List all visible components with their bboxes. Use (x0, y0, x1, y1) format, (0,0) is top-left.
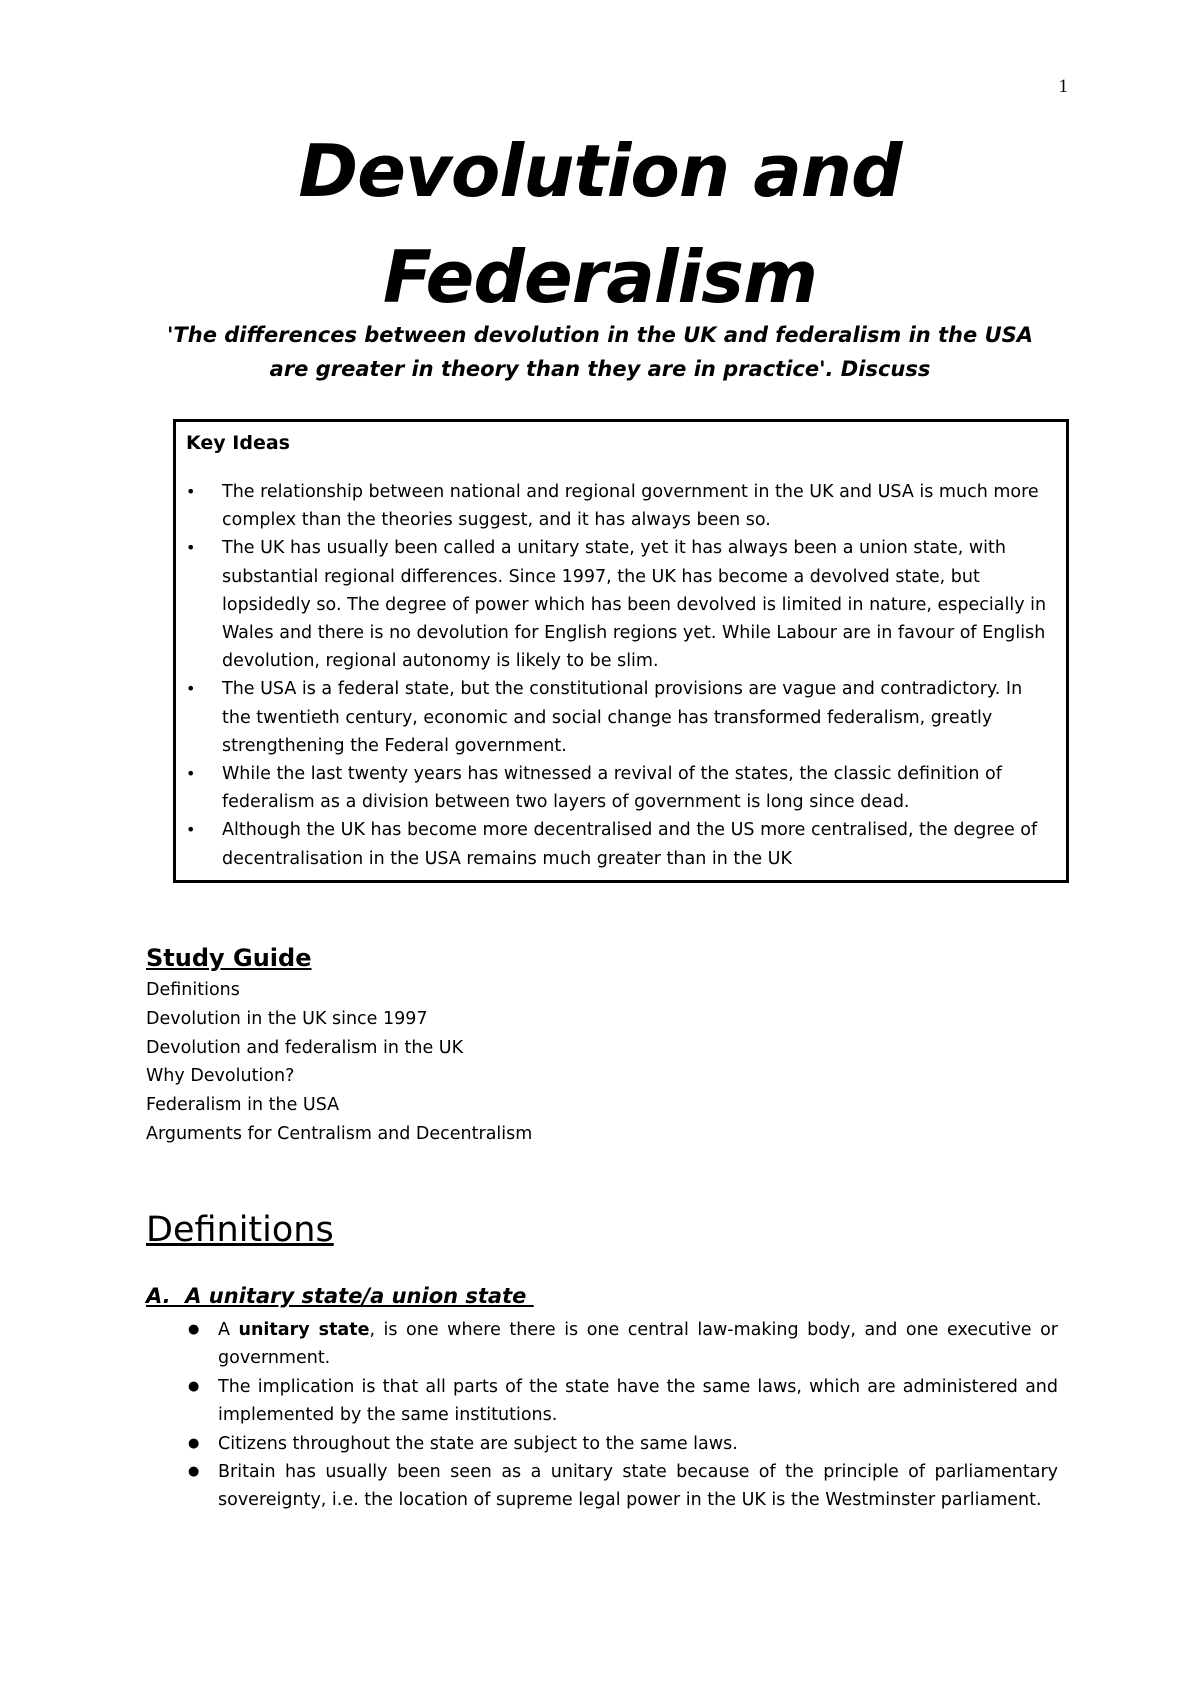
title-line-2: Federalism (382, 235, 818, 319)
term-unitary-state: unitary state (238, 1320, 370, 1340)
key-idea-item: • The UK has usually been called a unitary state, yet it has always been a union state, with substantial regional differences. Since 1997, the UK has become a devolved state, but lopsidedly so. The degree of power which has been devolved is limited in nature, especially in Wales and there is no devolution for English regions yet. While Labour are in favour of English devolution, regional autonomy is likely to be slim. (186, 534, 1054, 675)
key-idea-item: • While the last twenty years has witnessed a revival of the states, the classic definition of federalism as a division between two layers of government is long since dead. (186, 760, 1054, 816)
study-guide-item: Devolution in the UK since 1997 (146, 1008, 428, 1029)
page-number: 1 (1058, 76, 1068, 97)
unitary-state-list (186, 1316, 1058, 1515)
title-line-1: Devolution and (298, 129, 902, 213)
definitions-heading: Definitions (146, 1210, 334, 1250)
definition-item: ● Britain has usually been seen as a unitary state because of the principle of parliamentary sovereignty, i.e. the location of supreme legal power in the UK is the Westminster parliament. (186, 1458, 1058, 1515)
key-ideas-heading: Key Ideas (186, 432, 290, 454)
item-prefix: A (218, 1320, 239, 1340)
study-guide-item: Definitions (146, 980, 240, 1000)
study-guide-item: Arguments for Centralism and Decentralism (146, 1123, 533, 1144)
study-guide-heading: Study Guide (146, 944, 312, 972)
study-guide-item: Federalism in the USA (146, 1095, 340, 1116)
key-idea-item: • The USA is a federal state, but the constitutional provisions are vague and contradictory. In the twentieth century, economic and social change has transformed federalism, greatly strengthening the Federal government. (186, 675, 1054, 760)
page-title (0, 118, 1200, 330)
item-text: , is one where there is one central law-making body, and one executive or government. (218, 1320, 1058, 1369)
section-a-heading: A. A unitary state/a union state (146, 1284, 534, 1308)
essay-question (130, 318, 1070, 386)
study-guide-list (146, 976, 532, 1149)
essay-question-line-2: are greater in theory than they are in practice'. Discuss (269, 357, 931, 381)
key-idea-item: • Although the UK has become more decentralised and the US more centralised, the degree of decentralisation in the USA remains much greater than in the UK (186, 816, 1054, 872)
key-ideas-box (173, 419, 1069, 883)
definition-item (186, 1316, 1058, 1373)
essay-question-line-1: 'The differences between devolution in the UK and federalism in the USA (167, 323, 1033, 347)
definition-item: ● The implication is that all parts of the state have the same laws, which are administered and implemented by the same institutions. (186, 1373, 1058, 1430)
study-guide-item: Why Devolution? (146, 1066, 295, 1087)
definition-item: ● Citizens throughout the state are subject to the same laws. (186, 1430, 1058, 1458)
key-ideas-list (186, 478, 1054, 873)
key-idea-item: • The relationship between national and regional government in the UK and USA is much more complex than the theories suggest, and it has always been so. (186, 478, 1054, 534)
study-guide-item: Devolution and federalism in the UK (146, 1037, 464, 1058)
